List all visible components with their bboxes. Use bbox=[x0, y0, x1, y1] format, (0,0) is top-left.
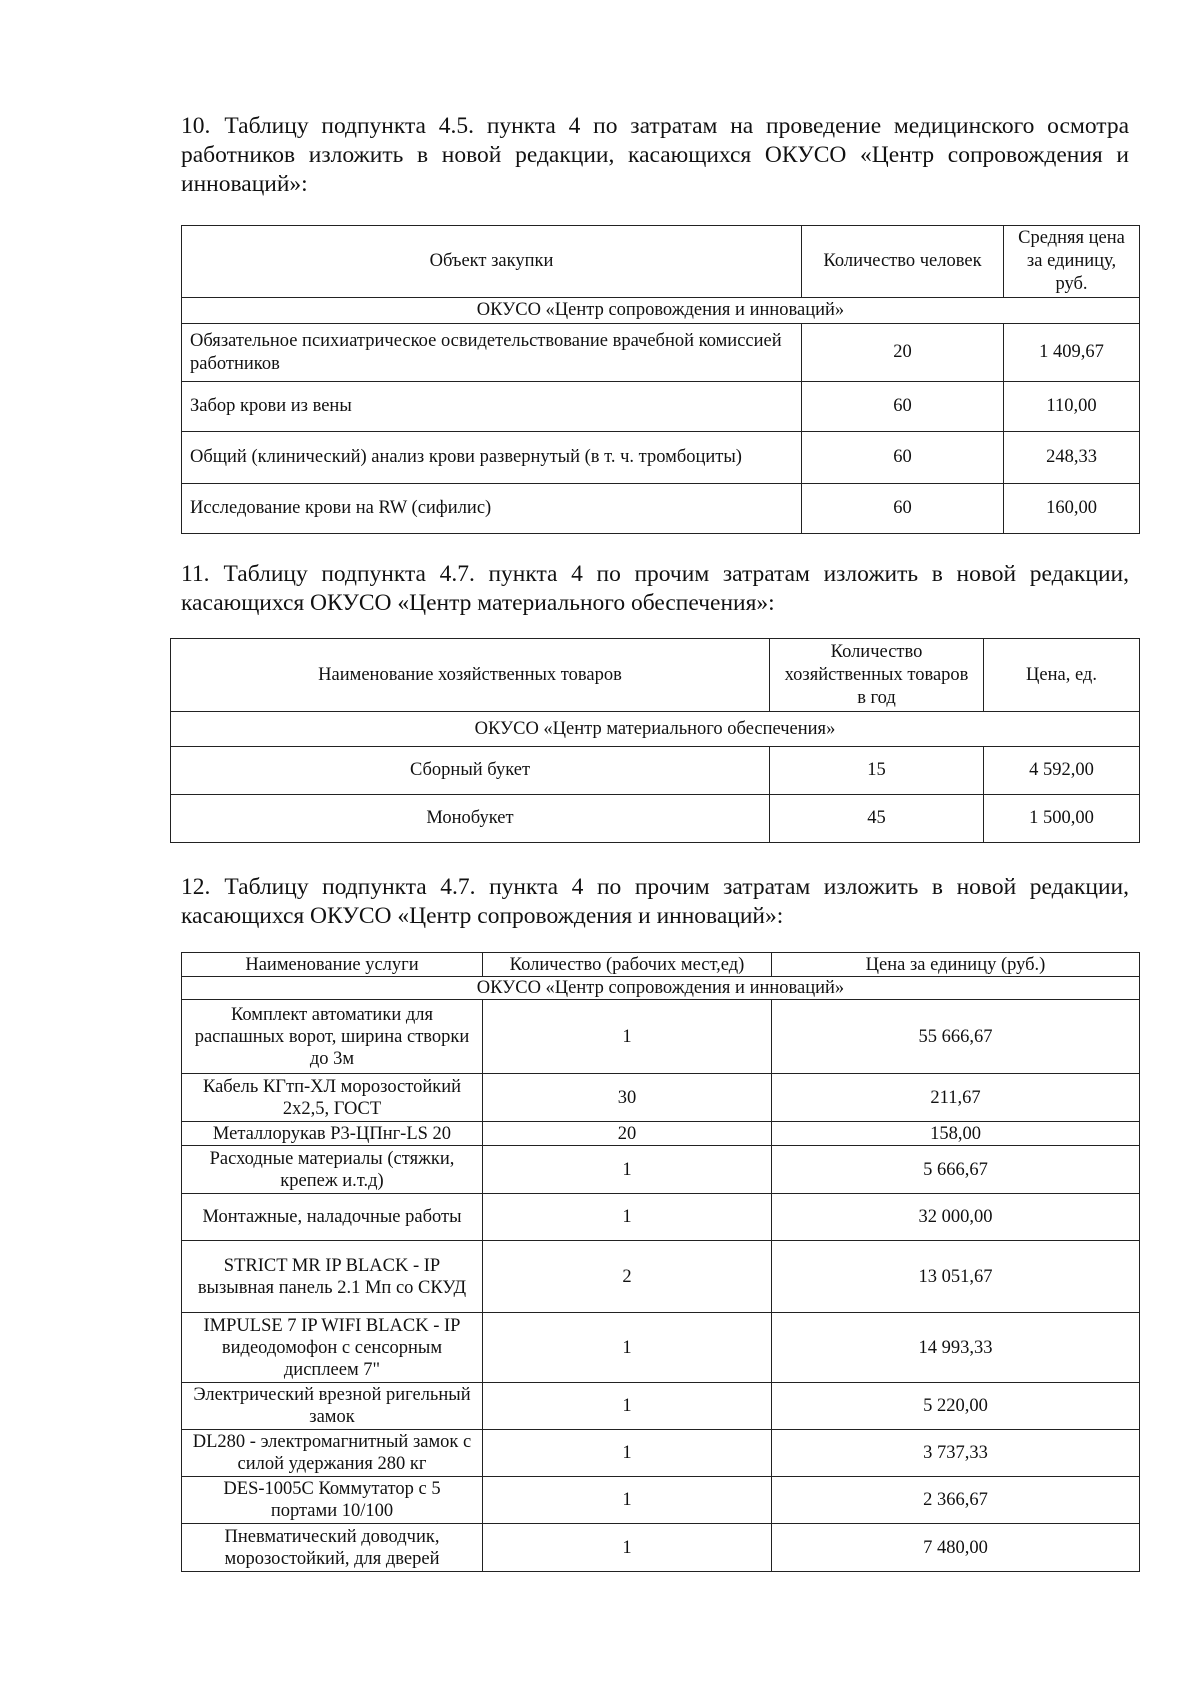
table-header-row bbox=[171, 639, 1140, 712]
table-row bbox=[182, 1241, 1140, 1313]
cell-price: 1 500,00 bbox=[984, 795, 1140, 843]
cell-service: Кабель КГтп-ХЛ морозостойкий 2х2,5, ГОСТ bbox=[182, 1074, 483, 1122]
table-row bbox=[182, 432, 1140, 484]
table-row bbox=[182, 1122, 1140, 1146]
table-row bbox=[182, 1313, 1140, 1383]
cell-quantity: 1 bbox=[483, 1430, 772, 1477]
cell-service: Металлорукав Р3-ЦПнг-LS 20 bbox=[182, 1122, 483, 1146]
col-header-service: Наименование услуги bbox=[182, 953, 483, 977]
section-10-text: Таблицу подпункта 4.5. пункта 4 по затратам на проведение медицинского осмотра работников изложить в новой редакции, касающихся ОКУСО «Центр сопровождения и инноваций»: bbox=[181, 113, 1129, 197]
cell-quantity: 20 bbox=[483, 1122, 772, 1146]
table-row bbox=[182, 1477, 1140, 1524]
cell-price: 160,00 bbox=[1004, 484, 1140, 534]
cell-price: 158,00 bbox=[772, 1122, 1140, 1146]
cell-quantity: 2 bbox=[483, 1241, 772, 1313]
section-11-number: 11. bbox=[181, 561, 210, 587]
table-group-row bbox=[182, 298, 1140, 324]
table-row bbox=[182, 1000, 1140, 1074]
cell-price: 13 051,67 bbox=[772, 1241, 1140, 1313]
table-group-row bbox=[182, 977, 1140, 1000]
cell-price: 211,67 bbox=[772, 1074, 1140, 1122]
cell-quantity: 30 bbox=[483, 1074, 772, 1122]
cell-goods: Монобукет bbox=[171, 795, 770, 843]
cell-service: Монтажные, наладочные работы bbox=[182, 1194, 483, 1241]
cell-object: Обязательное психиатрическое освидетельствование врачебной комиссией работников bbox=[182, 324, 802, 382]
cell-price: 14 993,33 bbox=[772, 1313, 1140, 1383]
cell-price: 55 666,67 bbox=[772, 1000, 1140, 1074]
col-header-price: Цена за единицу (руб.) bbox=[772, 953, 1140, 977]
cell-price: 110,00 bbox=[1004, 382, 1140, 432]
cell-service: IMPULSE 7 IP WIFI BLACK - IP видеодомофон с сенсорным дисплеем 7" bbox=[182, 1313, 483, 1383]
table-row bbox=[171, 747, 1140, 795]
cell-object: Забор крови из вены bbox=[182, 382, 802, 432]
household-goods-table bbox=[170, 638, 1140, 843]
col-header-price: Цена, ед. bbox=[984, 639, 1140, 712]
col-header-object: Объект закупки bbox=[182, 226, 802, 298]
col-header-price: Средняя цена за единицу, руб. bbox=[1004, 226, 1140, 298]
table-header-row bbox=[182, 953, 1140, 977]
cell-service: Расходные материалы (стяжки, крепеж и.т.д) bbox=[182, 1146, 483, 1194]
cell-service: Электрический врезной ригельный замок bbox=[182, 1383, 483, 1430]
cell-quantity: 1 bbox=[483, 1000, 772, 1074]
cell-quantity: 1 bbox=[483, 1194, 772, 1241]
group-label: ОКУСО «Центр материального обеспечения» bbox=[171, 712, 1140, 747]
cell-price: 248,33 bbox=[1004, 432, 1140, 484]
cell-people: 60 bbox=[802, 484, 1004, 534]
medical-exam-table bbox=[181, 225, 1140, 534]
cell-people: 20 bbox=[802, 324, 1004, 382]
cell-service: Комплект автоматики для распашных ворот, ширина створки до 3м bbox=[182, 1000, 483, 1074]
cell-people: 60 bbox=[802, 382, 1004, 432]
section-12-number: 12. bbox=[181, 874, 211, 900]
cell-quantity: 1 bbox=[483, 1477, 772, 1524]
table-row bbox=[182, 324, 1140, 382]
cell-price: 1 409,67 bbox=[1004, 324, 1140, 382]
services-table bbox=[181, 952, 1140, 1572]
cell-price: 3 737,33 bbox=[772, 1430, 1140, 1477]
cell-price: 7 480,00 bbox=[772, 1524, 1140, 1572]
section-10-number: 10. bbox=[181, 113, 211, 139]
table-row bbox=[182, 1430, 1140, 1477]
cell-quantity: 15 bbox=[770, 747, 984, 795]
table-row bbox=[182, 1524, 1140, 1572]
group-label: ОКУСО «Центр сопровождения и инноваций» bbox=[182, 298, 1140, 324]
col-header-quantity: Количество (рабочих мест,ед) bbox=[483, 953, 772, 977]
cell-price: 32 000,00 bbox=[772, 1194, 1140, 1241]
cell-price: 5 220,00 bbox=[772, 1383, 1140, 1430]
table-row bbox=[182, 484, 1140, 534]
cell-quantity: 45 bbox=[770, 795, 984, 843]
cell-service: Пневматический доводчик, морозостойкий, для дверей bbox=[182, 1524, 483, 1572]
cell-quantity: 1 bbox=[483, 1524, 772, 1572]
table-group-row bbox=[171, 712, 1140, 747]
cell-service: STRICT MR IP BLACK - IP вызывная панель 2.1 Мп со СКУД bbox=[182, 1241, 483, 1313]
col-header-people: Количество человек bbox=[802, 226, 1004, 298]
section-12-text: Таблицу подпункта 4.7. пункта 4 по прочим затратам изложить в новой редакции, касающихся ОКУСО «Центр сопровождения и инноваций»: bbox=[181, 874, 1129, 929]
cell-price: 2 366,67 bbox=[772, 1477, 1140, 1524]
cell-people: 60 bbox=[802, 432, 1004, 484]
section-10-paragraph bbox=[181, 112, 1129, 199]
cell-quantity: 1 bbox=[483, 1313, 772, 1383]
cell-object: Общий (клинический) анализ крови развернутый (в т. ч. тромбоциты) bbox=[182, 432, 802, 484]
table-row bbox=[182, 1383, 1140, 1430]
table-row bbox=[182, 1146, 1140, 1194]
table-row bbox=[182, 382, 1140, 432]
table-row bbox=[182, 1074, 1140, 1122]
cell-service: DL280 - электромагнитный замок с силой удержания 280 кг bbox=[182, 1430, 483, 1477]
section-11-paragraph bbox=[181, 560, 1129, 618]
cell-price: 5 666,67 bbox=[772, 1146, 1140, 1194]
table-header-row bbox=[182, 226, 1140, 298]
col-header-quantity: Количество хозяйственных товаров в год bbox=[770, 639, 984, 712]
table-row bbox=[171, 795, 1140, 843]
cell-quantity: 1 bbox=[483, 1383, 772, 1430]
cell-goods: Сборный букет bbox=[171, 747, 770, 795]
cell-object: Исследование крови на RW (сифилис) bbox=[182, 484, 802, 534]
group-label: ОКУСО «Центр сопровождения и инноваций» bbox=[182, 977, 1140, 1000]
col-header-goods: Наименование хозяйственных товаров bbox=[171, 639, 770, 712]
cell-service: DES-1005C Коммутатор с 5 портами 10/100 bbox=[182, 1477, 483, 1524]
cell-price: 4 592,00 bbox=[984, 747, 1140, 795]
cell-quantity: 1 bbox=[483, 1146, 772, 1194]
section-11-text: Таблицу подпункта 4.7. пункта 4 по прочим затратам изложить в новой редакции, касающихся ОКУСО «Центр материального обеспечения»: bbox=[181, 561, 1129, 616]
section-12-paragraph bbox=[181, 873, 1129, 931]
table-row bbox=[182, 1194, 1140, 1241]
